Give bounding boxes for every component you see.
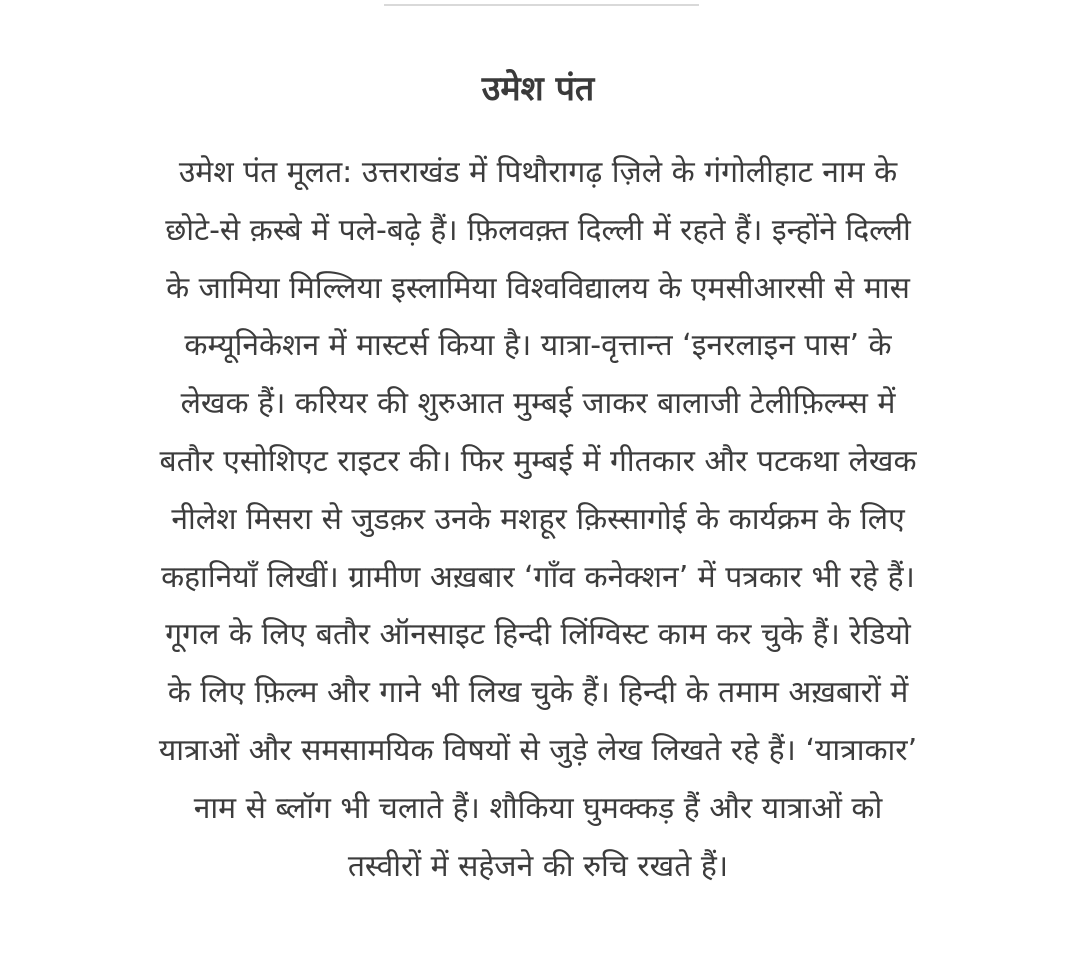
- author-name-heading: उमेश पंत: [481, 69, 595, 109]
- bio-line: यात्राओं और समसामयिक विषयों से जुड़े लेख लिखते रहे हैं। ‘यात्राकार’: [158, 732, 918, 768]
- bio-line: छोटे-से क़स्बे में पले-बढ़े हैं। फ़िलवक़्त दिल्ली में रहते हैं। इन्होंने दिल्ली: [165, 212, 911, 248]
- bio-line: बतौर एसोशिएट राइटर की। फिर मुम्बई में गीतकार और पटकथा लेखक: [159, 443, 917, 479]
- bio-line: के जामिया मिल्लिया इस्लामिया विश्वविद्यालय के एमसीआरसी से मास: [166, 270, 910, 306]
- bio-line: लेखक हैं। करियर की शुरुआत मुम्बई जाकर बालाजी टेलीफ़िल्म्स में: [180, 386, 896, 422]
- bio-line: कहानियाँ लिखीं। ग्रामीण अख़बार ‘गाँव कनेक्शन’ में पत्रकार भी रहे हैं।: [161, 559, 915, 595]
- bio-line: गूगल के लिए बतौर ऑनसाइट हिन्दी लिंग्विस्ट काम कर चुके हैं। रेडियो: [165, 617, 911, 653]
- bio-line: नाम से ब्लॉग भी चलाते हैं। शौकिया घुमक्कड़ हैं और यात्राओं को: [193, 790, 883, 826]
- top-divider: [384, 4, 699, 6]
- bio-line: नीलेश मिसरा से जुडक़र उनके मशहूर क़िस्सागोई के कार्यक्रम के लिए: [171, 501, 905, 537]
- bio-line: तस्वीरों में सहेजने की रुचि रखते हैं।: [347, 848, 729, 884]
- bio-line: के लिए फ़िल्म और गाने भी लिख चुके हैं। हिन्दी के तमाम अख़बारों में: [167, 675, 909, 711]
- author-bio-paragraph: [40, 144, 1036, 895]
- bio-line: उमेश पंत मूलत: उत्तराखंड में पिथौरागढ़ ज़िले के गंगोलीहाट नाम के: [178, 155, 898, 190]
- bio-line: कम्यूनिकेशन में मास्टर्स किया है। यात्रा-वृत्तान्त ‘इनरलाइन पास’ के: [184, 328, 892, 364]
